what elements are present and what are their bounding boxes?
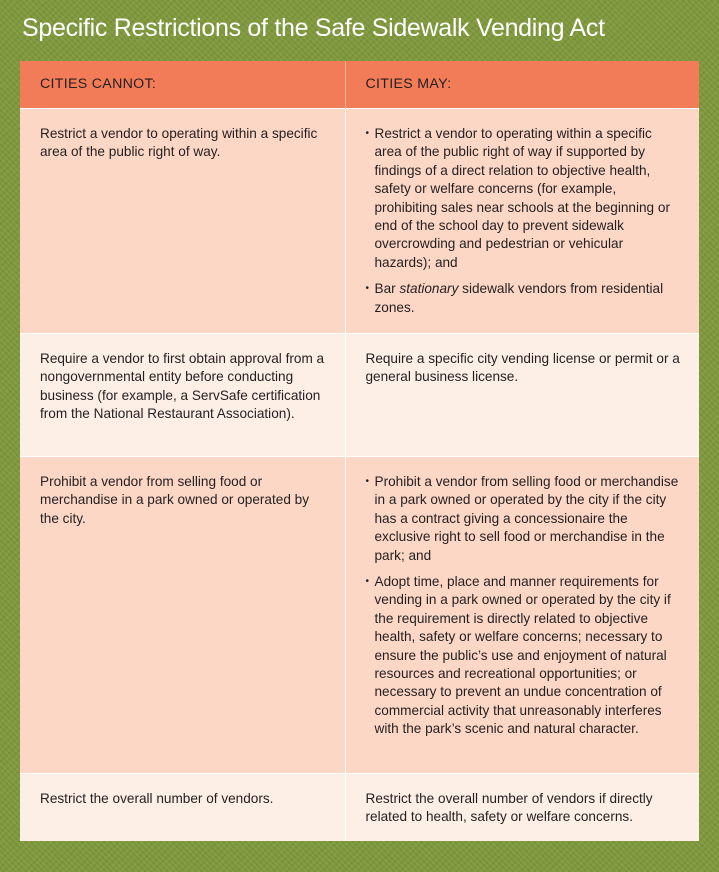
may-list	[366, 473, 682, 739]
may-text: Restrict the overall number of vendors if directly related to health, safety or welfare concerns.	[365, 791, 653, 825]
cannot-text: Prohibit a vendor from selling food or merchandise in a park owned or operated by the city.	[40, 474, 310, 526]
page-title: Specific Restrictions of the Safe Sidewalk Vending Act	[22, 14, 605, 42]
restrictions-table	[20, 61, 699, 841]
may-text-emphasis: stationary	[399, 281, 459, 297]
may-list	[366, 125, 682, 317]
table-row	[20, 334, 699, 457]
cannot-cell	[20, 774, 345, 842]
may-cell	[345, 334, 699, 457]
list-item	[366, 280, 682, 317]
header-cities-cannot: CITIES CANNOT:	[20, 61, 345, 109]
cannot-cell	[20, 334, 345, 457]
may-text: Require a specific city vending license or permit or a general business license.	[365, 351, 680, 385]
list-item: • Adopt time, place and manner requirements for vending in a park owned or operated by the city if the requirement is directly related to objective health, safety or welfare concerns; necessary to ensure the public’s use and enjoyment of natural resources and recreational opportunities; or necessary to prevent an undue concentration of commercial activity that unreasonably interferes with the park’s scenic and natural character.	[366, 573, 682, 739]
list-item: • Restrict a vendor to operating within a specific area of the public right of way if supported by findings of a direct relation to objective health, safety or welfare concerns (for example, prohibiting sales near schools at the beginning or end of the school day to prevent sidewalk overcrowding and pedestrian or vehicular hazards); and	[366, 125, 682, 272]
table-row	[20, 774, 699, 842]
cannot-text: Restrict the overall number of vendors.	[40, 791, 274, 806]
may-cell	[345, 109, 699, 334]
may-text-post: sidewalk vendors from residential zones.	[374, 281, 664, 315]
may-cell	[345, 457, 699, 774]
table-row	[20, 109, 699, 334]
list-item: • Prohibit a vendor from selling food or merchandise in a park owned or operated by the city if the city has a contract giving a concessionaire the exclusive right to sell food or merchandise in the park; and	[366, 473, 682, 565]
cannot-text: Restrict a vendor to operating within a specific area of the public right of way.	[40, 126, 318, 160]
table-row	[20, 457, 699, 774]
header-cities-may: CITIES MAY:	[345, 61, 699, 109]
may-cell	[345, 774, 699, 842]
cannot-text: Require a vendor to first obtain approval from a nongovernmental entity before conducting business (for example, a ServSafe certification from the National Restaurant Association).	[40, 351, 325, 422]
cannot-cell	[20, 457, 345, 774]
may-text-pre: Bar	[374, 281, 400, 297]
cannot-cell	[20, 109, 345, 334]
table-header-row	[20, 61, 699, 109]
